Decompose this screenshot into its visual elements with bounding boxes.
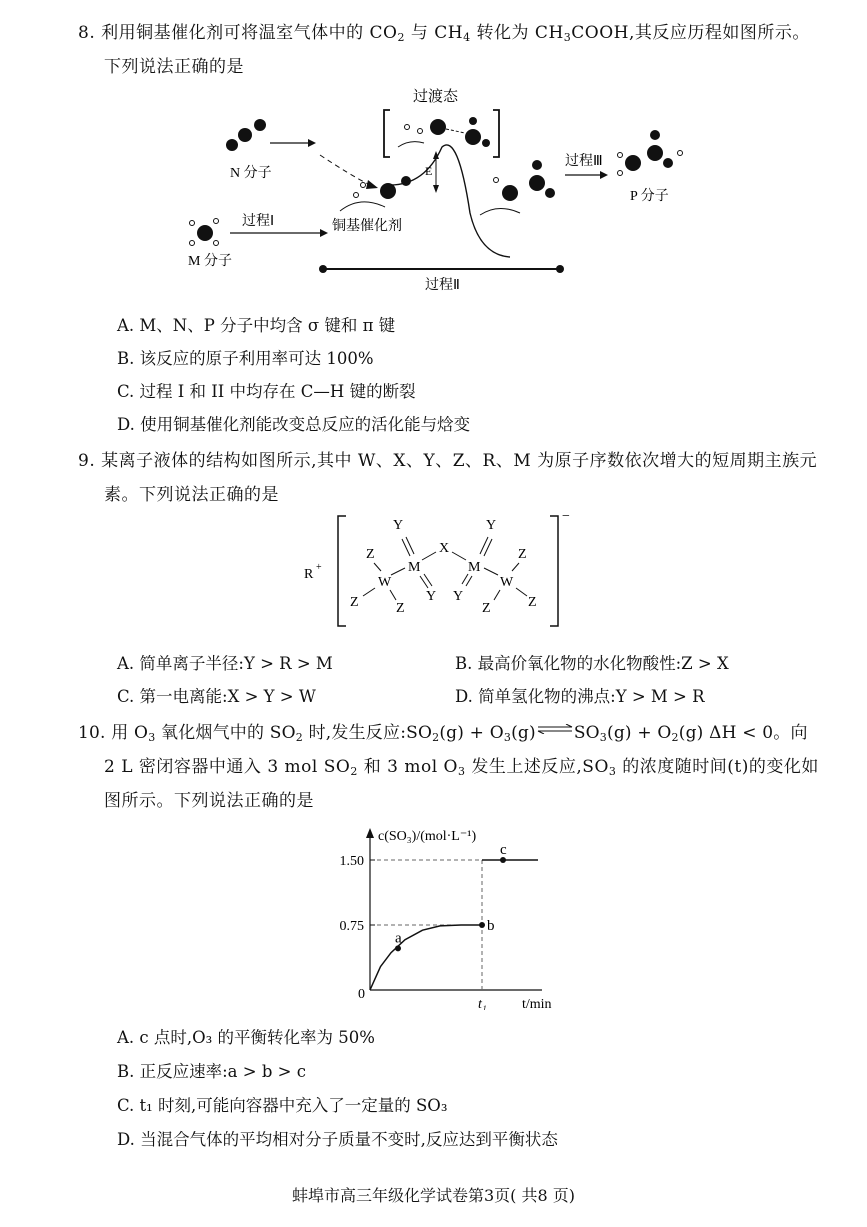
n-molecule-label: N 分子 — [230, 166, 272, 181]
equilibrium-arrow — [536, 719, 574, 739]
series-line-segment-1 — [370, 925, 482, 990]
x-tick-label-t1: t₁ — [478, 997, 487, 1010]
point-label-b: b — [487, 918, 495, 934]
origin-label: 0 — [358, 987, 365, 1002]
svg-text:Z: Z — [350, 595, 359, 610]
q8-option-b: B. 该反应的原子利用率可达 100% — [117, 349, 374, 368]
page-footer: 蚌埠市高三年级化学试卷第3页( 共8 页) — [291, 1186, 576, 1205]
m-molecule-label: M 分子 — [188, 254, 232, 269]
ts-carbon-atom-2 — [465, 129, 481, 145]
p-molecule-carbon — [625, 155, 641, 171]
anion-bracket-right — [550, 516, 558, 626]
svg-text:Y: Y — [426, 589, 437, 604]
cation-charge: + — [316, 562, 322, 573]
q9-option-c: C. 第一电离能:X > Y > W — [117, 687, 316, 706]
q9-option-a: A. 简单离子半径:Y > R > M — [117, 654, 333, 673]
energy-label: E — [425, 164, 433, 178]
process1-label: 过程Ⅰ — [242, 214, 275, 229]
svg-text:Y: Y — [393, 518, 404, 533]
ts-carbon-atom — [430, 119, 446, 135]
svg-text:Z: Z — [528, 595, 537, 610]
process2-label: 过程Ⅱ — [425, 278, 460, 293]
q10-option-b: B. 正反应速率:a > b > c — [117, 1062, 306, 1081]
q8-stem-line1: 8. 利用铜基催化剂可将温室气体中的 $CO_2$ 与 $CH_4$ 转化为 $CH_3COOH$,其反应历程如图所示。 — [78, 23, 810, 44]
svg-text:Z: Z — [396, 601, 405, 616]
point-label-c: c — [500, 842, 507, 858]
atom-x: X — [439, 541, 450, 556]
bracket-left — [384, 110, 390, 157]
atom-w-left: W — [378, 575, 392, 590]
bracket-right — [493, 110, 499, 157]
q9-stem-line1: 9. 某离子液体的结构如图所示,其中 W、X、Y、Z、R、M 为原子序数依次增大的短周期主族元 — [78, 451, 818, 471]
atom-w-right: W — [500, 575, 514, 590]
y-axis-label: c(SO₃)/(mol·L⁻¹) — [378, 829, 477, 844]
svg-text:Z: Z — [366, 547, 375, 562]
svg-text:Y: Y — [453, 589, 464, 604]
atom-m-right: M — [468, 560, 481, 575]
point-label-a: a — [395, 930, 402, 947]
q10-option-c: C. t₁ 时刻,可能向容器中充入了一定量的 SO₃ — [117, 1096, 448, 1115]
svg-text:Y: Y — [486, 518, 497, 533]
anion-charge: − — [562, 509, 570, 524]
energy-profile-curve — [390, 145, 510, 257]
q8-option-a: A. M、N、P 分子中均含 σ 键和 π 键 — [117, 316, 396, 335]
y-tick-label-0: 0.75 — [339, 919, 364, 934]
catalyst-label: 铜基催化剂 — [332, 219, 402, 234]
svg-text:Z: Z — [482, 601, 491, 616]
m-molecule-carbon — [197, 225, 213, 241]
q8-option-d: D. 使用铜基催化剂能改变总反应的活化能与焓变 — [117, 415, 471, 434]
anion-bracket-left — [338, 516, 346, 626]
p-molecule-label: P 分子 — [630, 189, 669, 204]
so3-concentration-chart — [320, 818, 580, 1010]
x-axis-label: t/min — [522, 997, 552, 1010]
n-molecule-carbon — [238, 128, 252, 142]
process3-label: 过程Ⅲ — [565, 154, 603, 169]
q10-option-d: D. 当混合气体的平均相对分子质量不变时,反应达到平衡状态 — [117, 1130, 558, 1149]
q8-stem-line2: 下列说法正确的是 — [104, 57, 244, 77]
q9-stem-line2: 素。下列说法正确的是 — [104, 485, 279, 505]
q9-option-b: B. 最高价氧化物的水化物酸性:Z > X — [455, 654, 729, 673]
q8-option-c: C. 过程 I 和 II 中均存在 C—H 键的断裂 — [117, 382, 416, 401]
q10-stem-line2: 2 L 密闭容器中通入 3 mol $SO_2$ 和 3 mol $O_3$ 发生上述反应$,SO_3$ 的浓度随时间(t)的变化如 — [104, 757, 819, 778]
transition-state-label: 过渡态 — [413, 89, 459, 105]
q10-stem-line3: 图所示。下列说法正确的是 — [104, 791, 314, 811]
cation-r: R — [304, 567, 314, 582]
atom-m-left: M — [408, 560, 421, 575]
svg-text:Z: Z — [518, 547, 527, 562]
y-tick-label-1: 1.50 — [339, 854, 364, 869]
q9-structure-figure — [290, 508, 580, 633]
point-b — [479, 922, 485, 928]
q10-option-a: A. c 点时,O₃ 的平衡转化率为 50% — [117, 1028, 375, 1047]
q9-option-d: D. 简单氢化物的沸点:Y > M > R — [455, 687, 705, 706]
q10-stem-line1: 10. 用 $O_3$ 氧化烟气中的 $SO_2$ 时,发生反应$:SO_2(g) + O_3(g) SO_3(g) + O_2(g) \Delta H < 0$。向 — [78, 718, 808, 744]
q8-reaction-figure — [180, 85, 700, 300]
